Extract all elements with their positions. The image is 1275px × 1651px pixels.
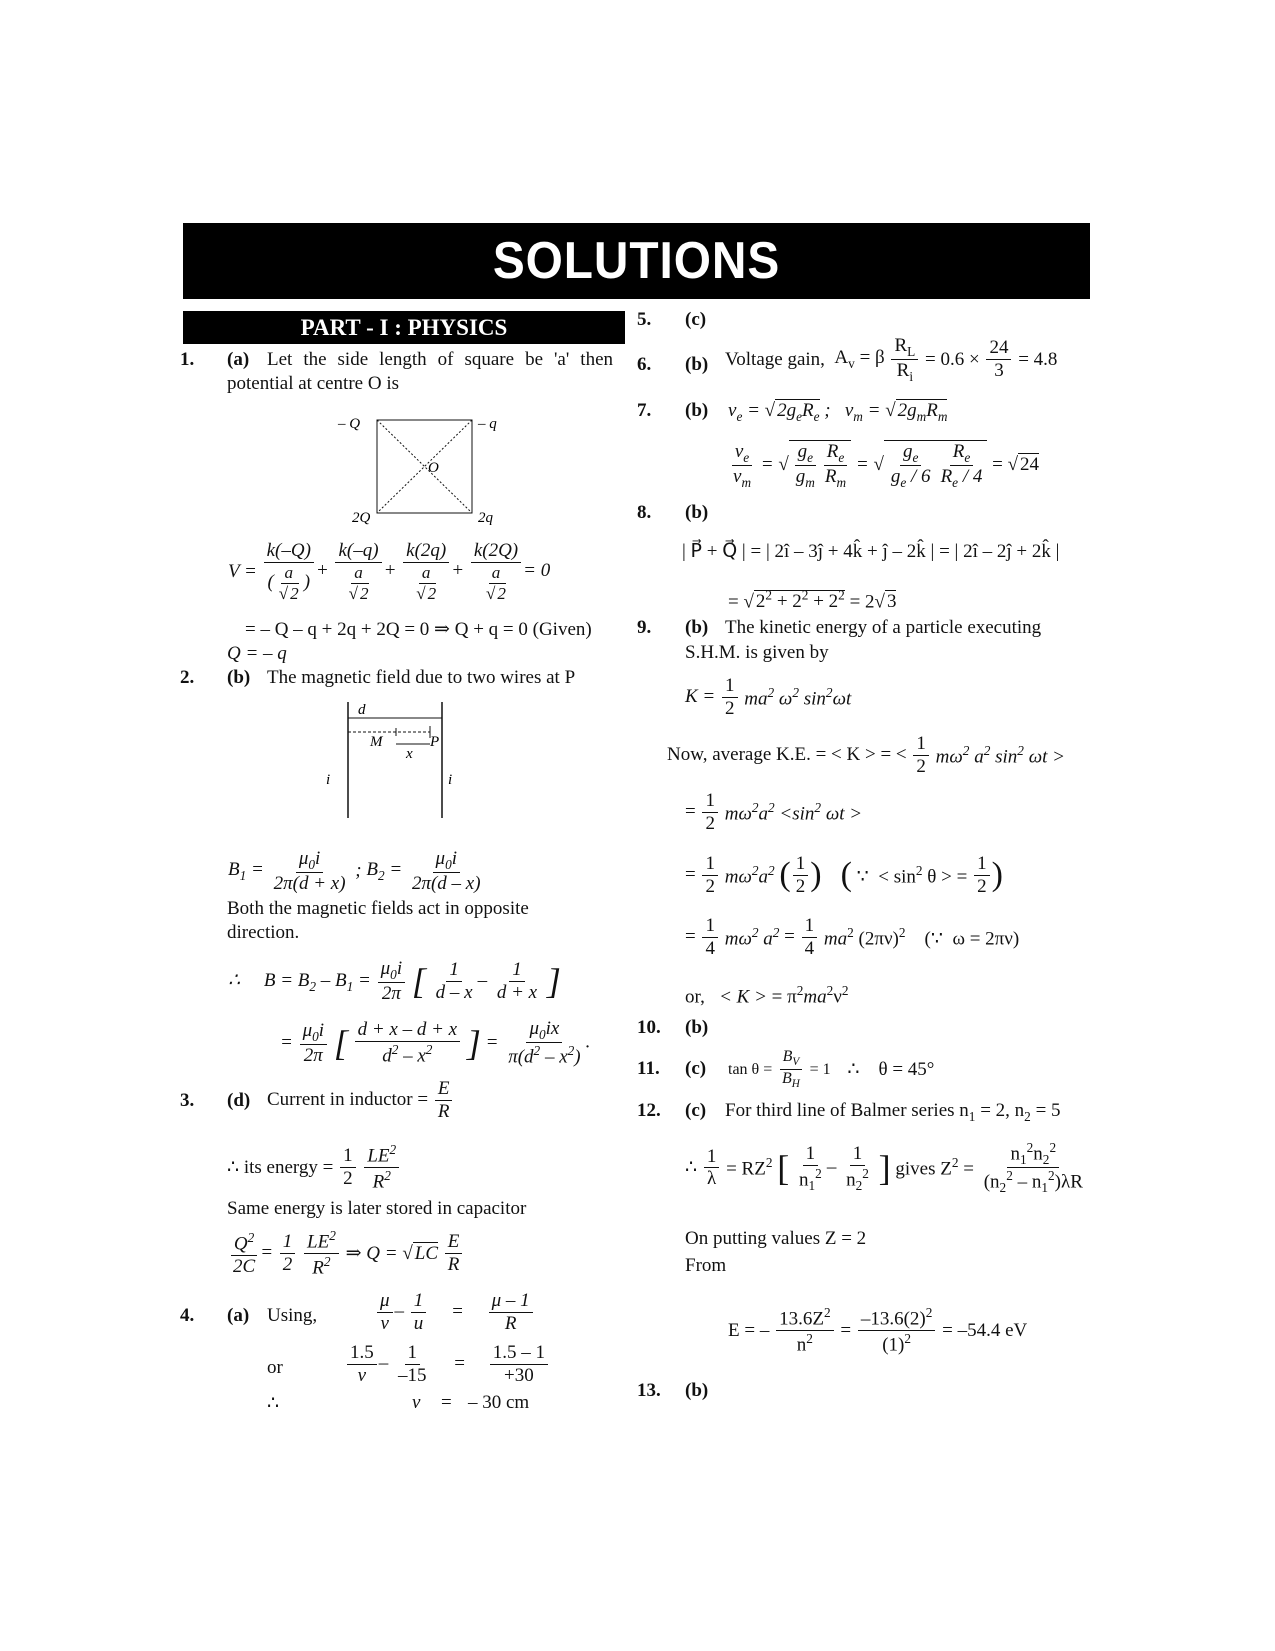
q6-number: 6. bbox=[637, 354, 652, 375]
label-i-right: i bbox=[448, 772, 453, 788]
page-title: SOLUTIONS bbox=[492, 232, 781, 290]
q2-text2: direction. bbox=[227, 922, 300, 943]
q7-answer: (b) bbox=[685, 400, 709, 421]
q3-number: 3. bbox=[180, 1090, 195, 1111]
q1-line2: potential at centre O is bbox=[227, 373, 399, 394]
q3-line2: Same energy is later stored in capacitor bbox=[227, 1198, 527, 1219]
q10-number: 10. bbox=[637, 1017, 661, 1038]
solutions-banner bbox=[183, 223, 1090, 299]
q9-step1: = $\frac{1}{2}$ $m\omega^2a^2 <\sin^2$ ωt > bbox=[685, 790, 863, 834]
q9-number: 9. bbox=[637, 617, 652, 638]
two-wires-figure bbox=[320, 700, 460, 820]
corner-label-bl: 2Q bbox=[352, 510, 371, 525]
q3-answer: (d) bbox=[227, 1090, 251, 1111]
q8-answer: (b) bbox=[685, 502, 709, 523]
q8-magnitude: = √ $2^2 + 2^2 + 2^2 = 2√$ 3 bbox=[728, 588, 897, 613]
q4-answer: (a) bbox=[227, 1305, 250, 1326]
label-M: M bbox=[370, 734, 383, 750]
q7-ratio: $\frac{v_e}{v_m}$ = √ $\frac{g_e}{g_m}$ $\frac{R_e}{R_m}$ = √ $\frac{g_e}{g_e / 6}$ $\frac{R_e}{R_e / 4}$ = √ 24 bbox=[733, 440, 1040, 490]
q4-or: or bbox=[267, 1357, 283, 1378]
centre-label: O bbox=[428, 460, 439, 476]
q2-text1: Both the magnetic fields act in opposite bbox=[227, 898, 529, 919]
corner-label-tr: – q bbox=[478, 416, 497, 432]
q9-step3: = $\frac{1}{4}$ $m\omega^2$ $a^2$ = $\frac{1}{4}$ $ma^2$ $(2\pi\nu)^2$ (∵ ω = 2πν) bbox=[685, 915, 1020, 959]
q8-number: 8. bbox=[637, 502, 652, 523]
q3-energy: ∴ its energy = $\frac{1}{2}$ $\frac{LE^2}{R^2}$ bbox=[227, 1142, 401, 1193]
q12-answer: (c) bbox=[685, 1100, 707, 1121]
q2-net-field: ∴ $B = B_2 - B_1$ = $\frac{\mu_0i}{2\pi}$ [ $\frac{1}{d - x}$ – $\frac{1}{d + x}$ ] bbox=[228, 958, 561, 1005]
q11-answer: (c) bbox=[685, 1058, 707, 1079]
q3-current: Current in inductor = $\frac{E}{R}$ bbox=[267, 1078, 454, 1123]
q12-rydberg: ∴ $\frac{1}{\lambda}$ = $RZ^2$ [ $\frac{1}{n_1^2}$ – $\frac{1}{n_2^2}$ ] gives $Z^2$ = $\frac{n_1^2n_2^2}{(n_2^2 - n_1^2)\lambda R}$ bbox=[685, 1140, 1083, 1196]
q1-eq3: Q = – q bbox=[227, 643, 287, 664]
q2-answer: (b) bbox=[227, 667, 251, 688]
q12-number: 12. bbox=[637, 1100, 661, 1121]
q13-number: 13. bbox=[637, 1380, 661, 1401]
label-d: d bbox=[358, 702, 366, 718]
q9-answer: (b) bbox=[685, 617, 709, 638]
label-P: P bbox=[430, 734, 440, 750]
q3-capacitor-eq: $\frac{Q^2}{2C}$ = $\frac{1}{2}$ $\frac{LE^2}{R^2}$ ⇒ Q = √ LC $\frac{E}{R}$ bbox=[228, 1228, 464, 1279]
q6-voltage-gain: Voltage gain, $A_v = \beta$ $\frac{R_L}{R_i}$ = 0.6 × $\frac{24}{3}$ = 4.8 bbox=[725, 335, 1058, 384]
q12-line3: From bbox=[685, 1255, 727, 1276]
q7-escape-velocity: $v_e$ = √ $2g_eR_e$ ; $v_m$ = √ $2g_mR_m$ bbox=[728, 400, 948, 424]
q7-number: 7. bbox=[637, 400, 652, 421]
q9-ke-formula: K = $\frac{1}{2}$ $ma^2$ $\omega^2$ $\sin^2\omega t$ bbox=[685, 675, 852, 719]
q4-therefore: ∴ bbox=[267, 1393, 280, 1414]
q6-answer: (b) bbox=[685, 354, 709, 375]
q9-line1: The kinetic energy of a particle executing bbox=[725, 617, 1042, 638]
q2-number: 2. bbox=[180, 667, 195, 688]
q4-lens-formula: $\frac{\mu}{v}$ – $\frac{1}{u}$ = $\frac{\mu - 1}{R}$ bbox=[375, 1290, 535, 1335]
q2-net-field-2: = $\frac{\mu_0i}{2\pi}$ [ $\frac{d + x - d + x}{d^2 - x^2}$ ] = $\frac{\mu_0ix}{\pi(d^2 - x^2)}$ . bbox=[280, 1018, 591, 1068]
q4-equals: = bbox=[441, 1392, 452, 1413]
q13-answer: (b) bbox=[685, 1380, 709, 1401]
q9-step2: = $\frac{1}{2}$ $m\omega^2a^2$ ( $\frac{1}{2}$ ) ( ∵ < $\sin^2 \theta$ > = $\frac{1}{2}$ ) bbox=[685, 853, 1003, 897]
corner-label-br: 2q bbox=[478, 510, 493, 525]
q8-vector-sum: | P⃗ + Q⃗ | = | 2î – 3ĵ + 4k̂ + ĵ – 2k̂ | = | 2î – 2ĵ + 2k̂ | bbox=[682, 541, 1060, 562]
square-charge-figure bbox=[330, 410, 520, 525]
q4-substitution: $\frac{1.5}{v}$ – $\frac{1}{-15}$ = $\frac{1.5 - 1}{+30}$ bbox=[345, 1342, 550, 1387]
q12-energy: E = – $\frac{13.6Z^2}{n^2}$ = $\frac{-13.6(2)^2}{(1)^2}$ = –54.4 eV bbox=[728, 1305, 1028, 1356]
label-i-left: i bbox=[326, 772, 331, 788]
q1-eq2: = – Q – q + 2q + 2Q = 0 ⇒ Q + q = 0 (Given) bbox=[245, 619, 592, 640]
q2-b1-b2: $B_1$ = $\frac{\mu_0i}{2\pi(d + x)}$ ; $B_2$ = $\frac{\mu_0i}{2\pi(d - x)}$ bbox=[228, 848, 481, 895]
q1-line1: Let the side length of square be 'a' then bbox=[267, 349, 613, 370]
q4-result: – 30 cm bbox=[468, 1392, 530, 1413]
q2-line1: The magnetic field due to two wires at P bbox=[267, 667, 576, 688]
q12-line1: For third line of Balmer series $n_1 = 2$, $n_2 = 5$ bbox=[725, 1100, 1061, 1124]
q4-v: v bbox=[412, 1392, 421, 1413]
q11-number: 11. bbox=[637, 1058, 660, 1079]
q4-number: 4. bbox=[180, 1305, 195, 1326]
q5-number: 5. bbox=[637, 309, 652, 330]
q5-answer: (c) bbox=[685, 309, 707, 330]
q9-average-ke: Now, average K.E. = < K > = < $\frac{1}{2}$ $m\omega^2$ $a^2$ $\sin^2 \omega t$ > bbox=[667, 733, 1065, 777]
q10-answer: (b) bbox=[685, 1017, 709, 1038]
q9-line2: S.H.M. is given by bbox=[685, 642, 829, 663]
q12-line2: On putting values Z = 2 bbox=[685, 1228, 867, 1249]
q4-using: Using, bbox=[267, 1305, 318, 1326]
q9-result: or, < K > = $\pi^2ma^2\nu^2$ bbox=[685, 983, 849, 1008]
label-x: x bbox=[406, 746, 413, 762]
part-heading: PART - I : PHYSICS bbox=[300, 315, 508, 340]
q1-equation: V = k(–Q) ( $\frac{a}{√ 2}$ ) + $\frac{k(-q)}{\frac{a}{√ 2}}$ + $\frac{k(2q)}{\frac{a}{√ 2}}$ + $\frac{k(2Q)}{\frac{a}{√ 2}}$ = 0 bbox=[228, 540, 551, 603]
part-heading-bar bbox=[183, 311, 625, 344]
q11-dip-angle: tan θ = $\frac{B_V}{B_H}$ = 1 ∴ θ = 45° bbox=[728, 1048, 935, 1091]
q1-number: 1. bbox=[180, 349, 195, 370]
corner-label-tl: – Q bbox=[338, 416, 361, 432]
q1-answer: (a) bbox=[227, 349, 250, 370]
